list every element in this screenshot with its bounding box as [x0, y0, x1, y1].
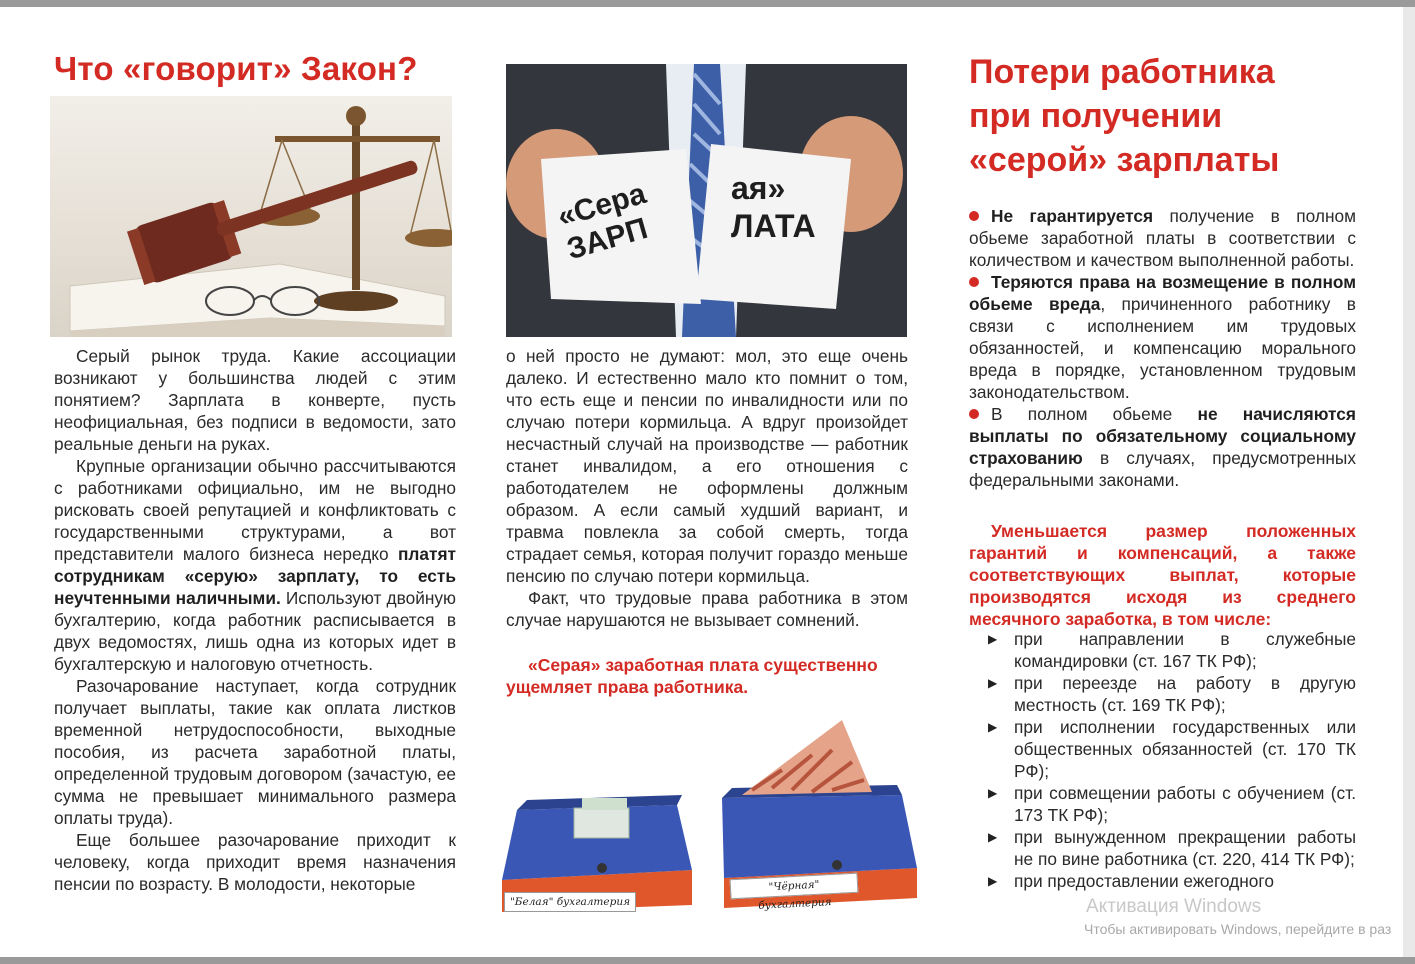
middle-para-1: о ней просто не думают: мол, это еще очень далеко. И естественно мало кто помнит о том, что есть еще и пенсии по инвалидности или по случаю потери кормильца. А вдруг произойдет несчастный случай на производстве — работник станет инвалидом, а его отношения с работодателем не оформлены должным образом. А если самый худший вариант, и травма повлекла за собой смерть, тогда страдает семья, которая получит гораздо меньше пенсию по случаю потери кормильца. — [506, 346, 908, 586]
right-bullet-3 — [969, 403, 1356, 491]
left-para-4: Еще большее разочарование приходит к человеку, когда приходит время назначения пенсии по возрасту. В молодости, некоторые — [54, 830, 456, 894]
middle-callout: «Серая» заработная плата существенно ущемляет права работника. — [506, 655, 878, 697]
list-item-text: при переезде на работу в другую местность (ст. 169 ТК РФ); — [1014, 673, 1356, 715]
left-para-2-text-a: Крупные организации обычно рассчитываются с работниками официально, им не выгодно рисковать своей репутацией и конфликтовать с государственными структурами, а вот представители малого бизнеса нередко — [54, 456, 456, 564]
list-item — [984, 716, 1356, 782]
arrow-right-icon: ▶ — [988, 720, 998, 734]
right-title-line-3: «серой» зарплаты — [969, 141, 1280, 179]
list-item-text: при исполнении государственных или общественных обязанностей (ст. 170 ТК РФ); — [1014, 717, 1356, 781]
arrow-right-icon: ▶ — [988, 786, 998, 800]
top-border — [0, 0, 1415, 7]
bullet-dot-icon — [969, 211, 979, 221]
left-para-1: Серый рынок труда. Какие ассоциации возникают у большинства людей с этим понятием? Зарплата в конверте, пусть неофициальная, без подписи в ведомости, зато реальные деньги на руках. — [54, 346, 456, 454]
middle-body-text — [506, 345, 908, 631]
arrow-right-icon: ▶ — [988, 874, 998, 888]
list-item-text: при направлении в служебные командировки (ст. 167 ТК РФ); — [1014, 629, 1356, 671]
bullet-dot-icon — [969, 409, 979, 419]
right-bullet-1 — [969, 205, 1356, 271]
torn-sheet-left-text: «Сера ЗАРП — [553, 177, 652, 267]
list-item — [984, 672, 1356, 716]
right-bullet-2 — [969, 271, 1356, 403]
right-subheading: Уменьшается размер положенных гарантий и компенсаций, а также соответствующих выплат, которые производятся исходя из среднего месячного заработка, в том числе: — [969, 521, 1356, 629]
right-bullet-2-bold: Теряются права на возмещение в полном обьеме вреда — [969, 272, 1356, 314]
folder-black-label: "Чёрная" бухгалтерия — [730, 873, 859, 900]
torn-sheet-right-text: ая» ЛАТА — [731, 170, 816, 244]
left-para-2-bold: платят сотрудникам «серую» зарплату, то есть неучтенными наличными. — [54, 544, 456, 608]
arrow-right-icon: ▶ — [988, 676, 998, 690]
accounting-folders-image — [492, 700, 924, 920]
windows-activation-watermark-title: Активация Windows — [1086, 896, 1262, 917]
list-item-text: при совмещении работы с обучением (ст. 173 ТК РФ); — [1014, 783, 1356, 825]
right-scroll-edge[interactable] — [1403, 7, 1415, 957]
arrow-right-icon: ▶ — [988, 632, 998, 646]
right-title-line-1: Потери работника — [969, 53, 1275, 91]
right-bullet-3-bold: не начисляются выплаты по обязательному социальному страхованию — [969, 404, 1356, 468]
right-bullet-2-text: , причиненного работнику в связи с исполнением им трудовых обязанностей, и компенсацию морального вреда в порядке, установленном трудовым законодательством. — [969, 294, 1356, 402]
right-bullet-1-bold: Не гарантируется — [991, 206, 1154, 226]
folder-white-label: "Белая" бухгалтерия — [504, 892, 636, 912]
list-item-text: при вынужденном прекращении работы не по вине работника (ст. 220, 414 ТК РФ); — [1014, 827, 1356, 869]
left-para-2 — [54, 455, 456, 675]
left-para-2-text-b: Используют двойную бухгалтерию, когда работник расписывается в двух ведомостях, лишь одна из которых идет в бухгалтерскую и налоговую отчетность. — [54, 588, 456, 674]
scales-gavel-image — [50, 96, 452, 337]
left-body-text — [54, 345, 456, 895]
right-bullet-3-text: В полном обьеме — [991, 404, 1198, 424]
torn-grey-salary-image — [506, 64, 907, 337]
list-item — [984, 628, 1356, 672]
right-bullet-1-text: получение в полном обьеме заработной платы в соответствии с количеством и качеством выполненной работы. — [969, 206, 1357, 270]
bullet-dot-icon — [969, 277, 979, 287]
middle-para-2: Факт, что трудовые права работника в этом случае нарушаются не вызывает сомнений. — [506, 588, 908, 630]
arrow-right-icon: ▶ — [988, 830, 998, 844]
bottom-border — [0, 957, 1415, 964]
list-item — [984, 782, 1356, 826]
list-item — [984, 870, 1356, 892]
right-bullet-3-text-2: в случаях, предусмотренных федеральными законами. — [969, 448, 1356, 490]
list-item — [984, 826, 1356, 870]
right-bullets — [969, 205, 1356, 491]
right-list — [984, 628, 1356, 892]
left-para-3: Разочарование наступает, когда сотрудник получает выплаты, такие как оплата листков временной нетрудоспособности, выходные пособия, из расчета заработной платы, определенной трудовым договором (зачастую, ее сумма не превышает минимального размера оплаты труда). — [54, 676, 456, 828]
right-title-line-2: при получении — [969, 97, 1223, 135]
windows-activation-watermark-text: Чтобы активировать Windows, перейдите в раз — [1084, 921, 1392, 937]
left-title: Что «говорит» Закон? — [54, 50, 418, 87]
list-item-text: при предоставлении ежегодного — [1014, 871, 1274, 891]
right-title — [969, 50, 1369, 182]
